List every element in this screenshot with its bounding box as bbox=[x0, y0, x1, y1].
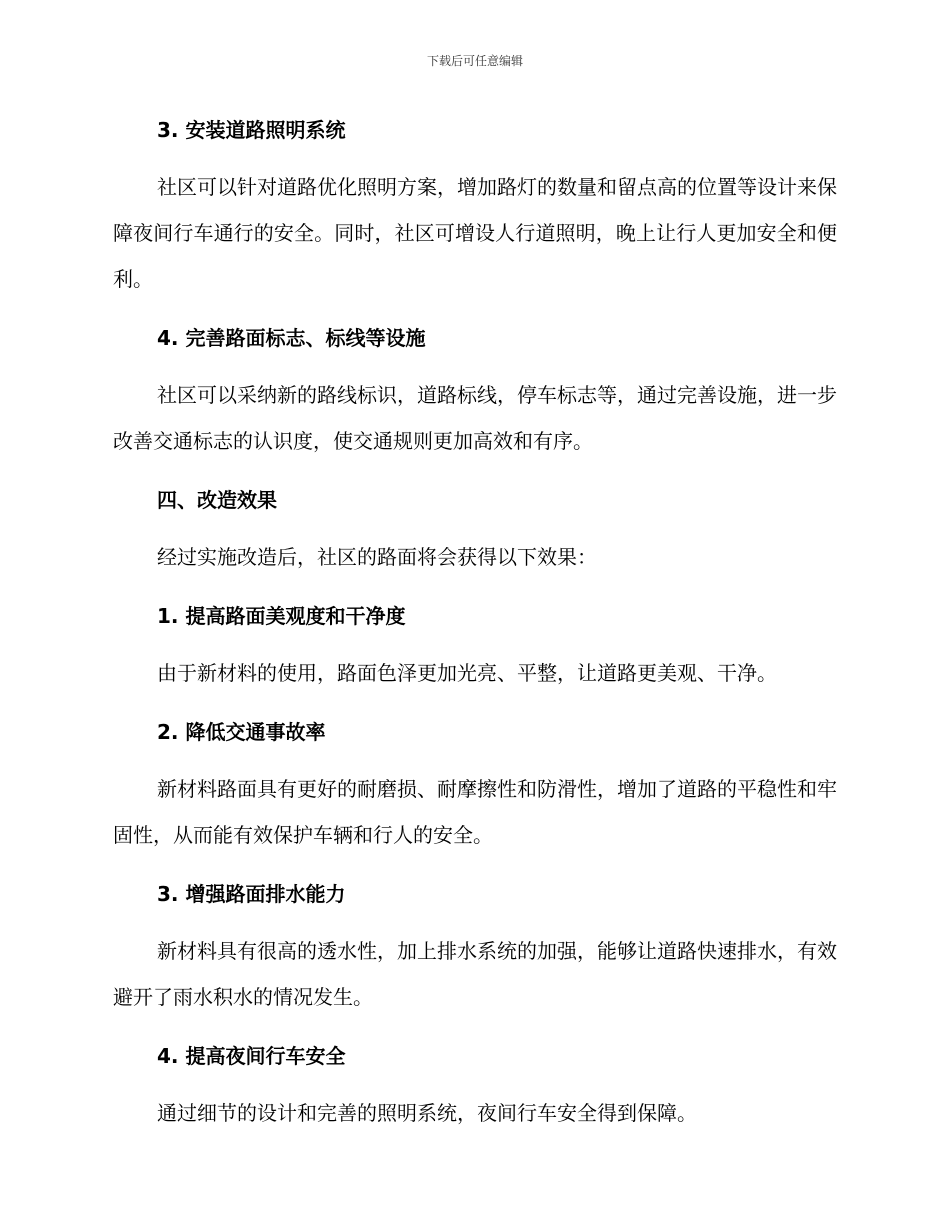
paragraph-improve-markings: 社区可以采纳新的路线标识，道路标线，停车标志等，通过完善设施，进一步改善交通标志的认识度，使交通规则更加高效和有序。 bbox=[113, 383, 837, 453]
section-heading-install-lighting: 3. 安装道路照明系统 bbox=[157, 118, 346, 142]
section-heading-improve-appearance: 1. 提高路面美观度和干净度 bbox=[157, 604, 406, 628]
paragraph-improve-appearance: 由于新材料的使用，路面色泽更加光亮、平整，让道路更美观、干净。 bbox=[157, 661, 777, 685]
section-heading-renovation-effects: 四、改造效果 bbox=[157, 488, 277, 512]
paragraph-reduce-accidents: 新材料路面具有更好的耐磨损、耐摩擦性和防滑性，增加了道路的平稳性和牢固性，从而能有效保护车辆和行人的安全。 bbox=[113, 777, 837, 847]
section-heading-improve-markings: 4. 完善路面标志、标线等设施 bbox=[157, 326, 426, 350]
section-heading-drainage: 3. 增强路面排水能力 bbox=[157, 882, 346, 906]
paragraph-night-safety: 通过细节的设计和完善的照明系统，夜间行车安全得到保障。 bbox=[157, 1101, 697, 1125]
document-body bbox=[113, 108, 837, 1136]
section-heading-night-safety: 4. 提高夜间行车安全 bbox=[157, 1044, 346, 1068]
section-heading-reduce-accidents: 2. 降低交通事故率 bbox=[157, 720, 326, 744]
page-header: 下载后可任意编辑 bbox=[426, 54, 523, 68]
paragraph-effects-intro: 经过实施改造后，社区的路面将会获得以下效果： bbox=[157, 545, 597, 569]
paragraph-drainage: 新材料具有很高的透水性，加上排水系统的加强，能够让道路快速排水，有效避开了雨水积水的情况发生。 bbox=[113, 939, 837, 1009]
paragraph-install-lighting: 社区可以针对道路优化照明方案，增加路灯的数量和留点高的位置等设计来保障夜间行车通行的安全。同时，社区可增设人行道照明，晚上让行人更加安全和便利。 bbox=[113, 175, 837, 291]
